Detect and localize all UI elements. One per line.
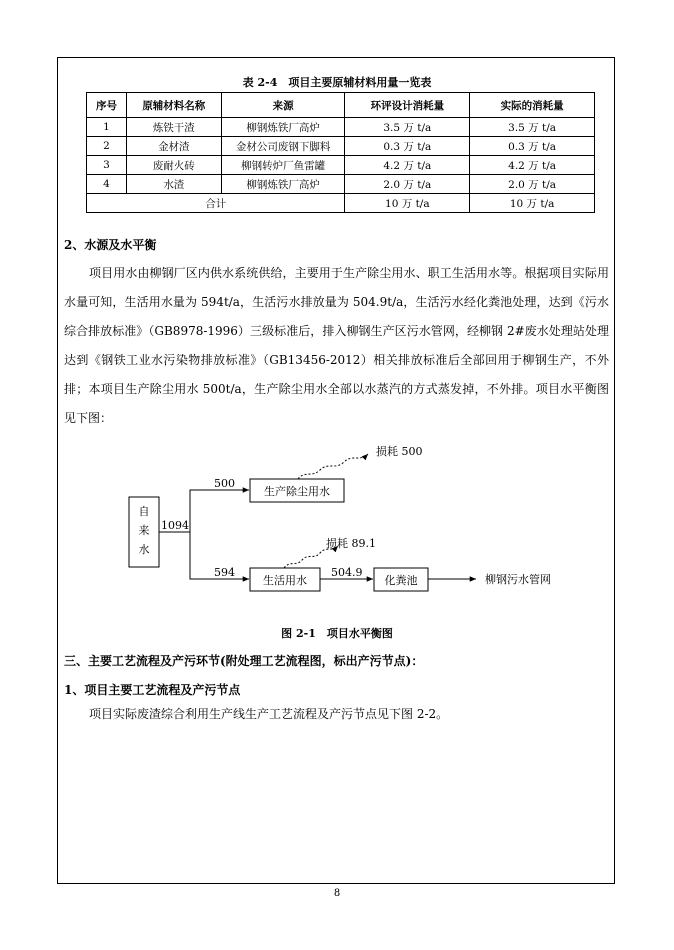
header-cell: 来源 bbox=[221, 93, 345, 118]
septic-box-label: 化粪池 bbox=[384, 574, 418, 587]
dust-box-label: 生产除尘用水 bbox=[264, 485, 330, 498]
table-caption: 表 2-4 项目主要原辅材料用量一览表 bbox=[242, 76, 432, 89]
outlet-label: 柳钢污水管网 bbox=[485, 573, 551, 586]
source-char: 来 bbox=[138, 524, 150, 537]
header-cell: 实际的消耗量 bbox=[470, 93, 595, 118]
table-cell: 2.0 万 t/a bbox=[345, 175, 470, 194]
table-cell: 柳钢炼铁厂高炉 bbox=[221, 118, 345, 137]
table-cell: 0.3 万 t/a bbox=[470, 137, 595, 156]
header-cell: 序号 bbox=[87, 93, 127, 118]
water-paragraph: 项目用水由柳钢厂区内供水系统供给，主要用于生产除尘用水、职工生活用水等。根据项目实际用水量可知，生活用水量为 594t/a，生活污水排放量为 504.9t/a，生活污水经化粪池处理，达到《污水综合排放标准》（GB8978-1996）三级标准后，排入柳钢生产区污水管网，经柳钢 2#废水处理站处理达到《钢铁工业水污染物排放标准》（GB13456-2012）相关排放标准后全部回用于柳钢生产，不外排；本项目生产除尘用水 500t/a，生产除尘用水全部以水蒸汽的方式蒸发掉，不外排。项目水平衡图见下图： bbox=[64, 266, 609, 425]
table-cell: 4 bbox=[87, 175, 127, 194]
section-heading-process: 三、主要工艺流程及产污环节(附处理工艺流程图，标出产污节点)： bbox=[64, 654, 424, 668]
table-cell: 4.2 万 t/a bbox=[345, 156, 470, 175]
source-char: 水 bbox=[138, 543, 150, 556]
table-cell: 1 bbox=[87, 118, 127, 137]
source-char: 自 bbox=[138, 505, 150, 518]
page-number: 8 bbox=[333, 888, 341, 899]
table-cell: 金材渣 bbox=[126, 137, 221, 156]
dust-loss-label: 损耗 500 bbox=[376, 445, 423, 458]
domestic-flow-label: 594 bbox=[214, 566, 235, 579]
domestic-box-label: 生活用水 bbox=[263, 574, 307, 587]
table-cell: 3 bbox=[87, 156, 127, 175]
total-design: 10 万 t/a bbox=[345, 194, 470, 213]
dust-flow-label: 500 bbox=[214, 477, 235, 490]
septic-flow-label: 504.9 bbox=[331, 566, 363, 579]
total-label: 合计 bbox=[87, 194, 345, 213]
process-paragraph: 项目实际废渣综合利用生产线生产工艺流程及产污节点见下图 2-2。 bbox=[89, 707, 449, 721]
table-cell: 柳钢转炉厂鱼雷罐 bbox=[221, 156, 345, 175]
figure-caption: 图 2-1 项目水平衡图 bbox=[281, 627, 393, 640]
table-cell: 2 bbox=[87, 137, 127, 156]
total-actual: 10 万 t/a bbox=[470, 194, 595, 213]
domestic-loss-label: 损耗 89.1 bbox=[326, 537, 376, 550]
table-cell: 3.5 万 t/a bbox=[345, 118, 470, 137]
table-cell: 柳钢炼铁厂高炉 bbox=[221, 175, 345, 194]
header-cell: 原辅材料名称 bbox=[126, 93, 221, 118]
table-cell: 炼铁干渣 bbox=[126, 118, 221, 137]
total-in-label: 1094 bbox=[161, 519, 189, 532]
dust-arrow bbox=[190, 490, 249, 532]
header-cell: 环评设计消耗量 bbox=[345, 93, 470, 118]
table-cell: 水渣 bbox=[126, 175, 221, 194]
table-cell: 3.5 万 t/a bbox=[470, 118, 595, 137]
subsection-heading-process: 1、项目主要工艺流程及产污节点 bbox=[64, 683, 241, 697]
table-cell: 金材公司废钢下脚料 bbox=[221, 137, 345, 156]
table-cell: 4.2 万 t/a bbox=[470, 156, 595, 175]
table-cell: 废耐火砖 bbox=[126, 156, 221, 175]
table-cell: 2.0 万 t/a bbox=[470, 175, 595, 194]
dust-loss-arrow bbox=[298, 454, 368, 479]
table-cell: 0.3 万 t/a bbox=[345, 137, 470, 156]
section-heading-water: 2、水源及水平衡 bbox=[64, 238, 157, 252]
